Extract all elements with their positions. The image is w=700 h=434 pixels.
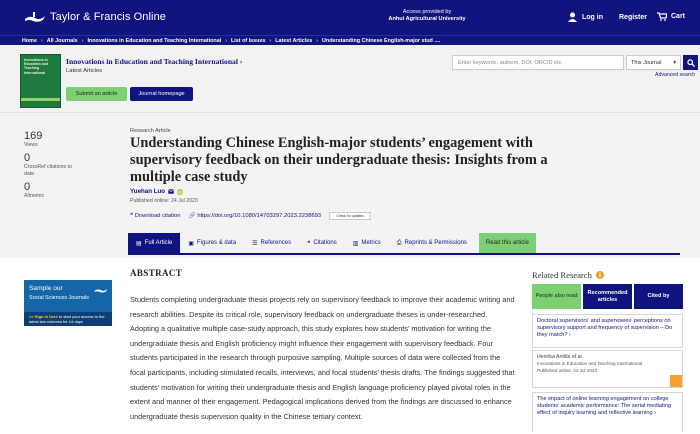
chevron-down-icon: ▾ [673,60,676,66]
search-scope-select[interactable]: This Journal ▾ [626,55,681,70]
related-author: Henrika Anttila et al. [537,354,584,360]
lamp-logo-icon [24,10,46,24]
lamp-logo-icon [94,285,108,294]
site-logo[interactable] [24,10,166,24]
info-icon[interactable] [596,271,604,279]
cart-icon [657,12,667,21]
tab-people-also-read[interactable]: People also read [532,284,581,309]
crumb-journal[interactable]: Innovations in Education and Teaching International [87,37,222,44]
bar-chart-icon: ▥ [352,240,359,247]
document-icon: ▤ [136,240,142,247]
crumb-all-journals[interactable]: All Journals [46,37,78,44]
journal-subtitle: Latest Articles [66,68,103,74]
tab-recommended[interactable]: Recommended articles [583,284,632,309]
cover-title: Innovations in Education and Teaching International [24,58,49,75]
abstract-text: Students completing undergraduate thesis projects rely on supervisory feedback to improve their academic writing and research abilities. Despite its critical role, supervisory feedback on undergraduate theses is under-researched. Adopting a qualitative multiple case-study approach, this study explores how students’ motivation for writing the undergraduate thesis and English proficiency might influence their engagement with supervisory feedback. Four students participated in the research through purposive sampling. Multiple sources of data were collected from the focal participants, including stimulated recalls, interviews, and focal students’ thesis drafts. The findings suggested that students’ motivation for writing their undergraduate thesis and English language proficiency played pivotal roles in the extent and manner of their engagement. Pedagogical implications derived from the findings are discussed to enhance undergraduate thesis supervision quality in the Chinese tertiary context. [130,295,515,421]
orcid-icon[interactable] [177,189,183,195]
tab-figures[interactable]: ▣ Figures & data [188,240,237,247]
tab-metrics[interactable]: ▥ Metrics [352,240,381,247]
search-button[interactable] [683,55,698,70]
related-date: Published online: 24 Jul 2023 [537,367,598,373]
cart-link[interactable]: Cart [657,12,685,21]
crumb-home[interactable]: Home [22,37,37,44]
check-for-updates-button[interactable]: Check for updates [329,212,371,220]
brand-name: Taylor & Francis Online [50,11,167,23]
published-date: Published online: 24 Jul 2023 [130,198,198,204]
tab-reprints[interactable]: ⎙ Reprints & Permissions [396,239,467,246]
related-item[interactable]: The impact of online learning engagement on college students’ academic performance: The serial mediating effect of inquiry learning and reflective learning › [532,392,683,432]
institution-access: Access provided by Anhui Agricultural University [388,9,466,22]
advanced-search-link[interactable]: Advanced search [655,72,696,78]
related-research-heading: Related Research [532,270,604,280]
breadcrumb: Home › All Journals › Innovations in Education and Teaching International › List of Issues › Latest Articles › Understanding Chinese English-major stud .... [0,35,700,45]
crumb-issues[interactable]: List of Issues [231,37,266,44]
quote-icon: ❝ [130,213,135,219]
quote-icon: ❝ [307,240,311,247]
abstract-heading: ABSTRACT [130,268,183,278]
tab-citations[interactable]: ❝ Citations [307,240,337,247]
views-metric: 169 Views [24,130,43,148]
author-link[interactable]: Yuehan Luo iD [130,188,182,195]
login-link[interactable]: Log in [568,12,603,22]
altmetric-metric[interactable]: 0 Altmetric [24,181,45,199]
altmetric-badge[interactable] [670,375,682,387]
promo-banner[interactable]: Sample our Social Sciences Journals >> Sign in here to start your access to the latest two volumes for 14 days [24,280,112,326]
doi-link[interactable]: 🔗 https://doi.org/10.1080/14703297.2023.2238693 [188,213,322,219]
related-journal: Innovations in Education and Teaching International [537,361,643,366]
related-item[interactable]: Doctoral supervisors’ and supervisees’ perceptions on supervisory support and frequency of supervision – Do they match? › [532,314,683,348]
search-input[interactable]: Enter keywords, authors, DOI, ORCID etc [452,55,624,70]
tab-cited-by[interactable]: Cited by [634,284,683,309]
article-links [130,212,371,220]
tab-underline [128,253,680,255]
svg-text:iD: iD [178,189,182,194]
read-article-button[interactable]: Read this article [479,233,536,253]
crumb-current: Understanding Chinese English-major stud .... [322,37,441,44]
link-icon: 🔗 [188,213,198,219]
email-icon[interactable] [168,189,174,194]
crumb-latest[interactable]: Latest Articles [275,37,313,44]
crossref-metric[interactable]: 0 CrossRef citations to date [24,152,72,177]
journal-homepage-button[interactable]: Journal homepage [130,87,193,101]
article-type: Research Article [130,128,171,134]
sign-in-link[interactable]: >> Sign in here [29,314,58,319]
article-title: Understanding Chinese English-major students’ engagement with supervisory feedback on their undergraduate thesis: Insights from a multiple case study [130,135,548,185]
article-tabs [128,233,536,253]
list-icon: ☰ [252,240,258,247]
top-navbar [0,0,700,35]
submit-article-button[interactable]: Submit an article [66,87,127,101]
tab-full-article[interactable]: ▤ Full Article [128,233,180,253]
print-icon: ⎙ [396,239,402,246]
journal-title[interactable]: Innovations in Education and Teaching International › [66,57,243,66]
journal-cover[interactable] [20,54,61,108]
related-item[interactable] [532,350,683,388]
search-icon [687,59,695,67]
register-link[interactable]: Register [619,14,648,21]
download-citation-link[interactable]: ❝ Download citation [130,213,181,219]
tab-references[interactable]: ☰ References [252,240,292,247]
related-tabs [532,284,683,309]
user-icon [568,12,577,22]
image-icon: ▣ [188,240,195,247]
institution-name: Anhui Agricultural University [388,16,466,22]
